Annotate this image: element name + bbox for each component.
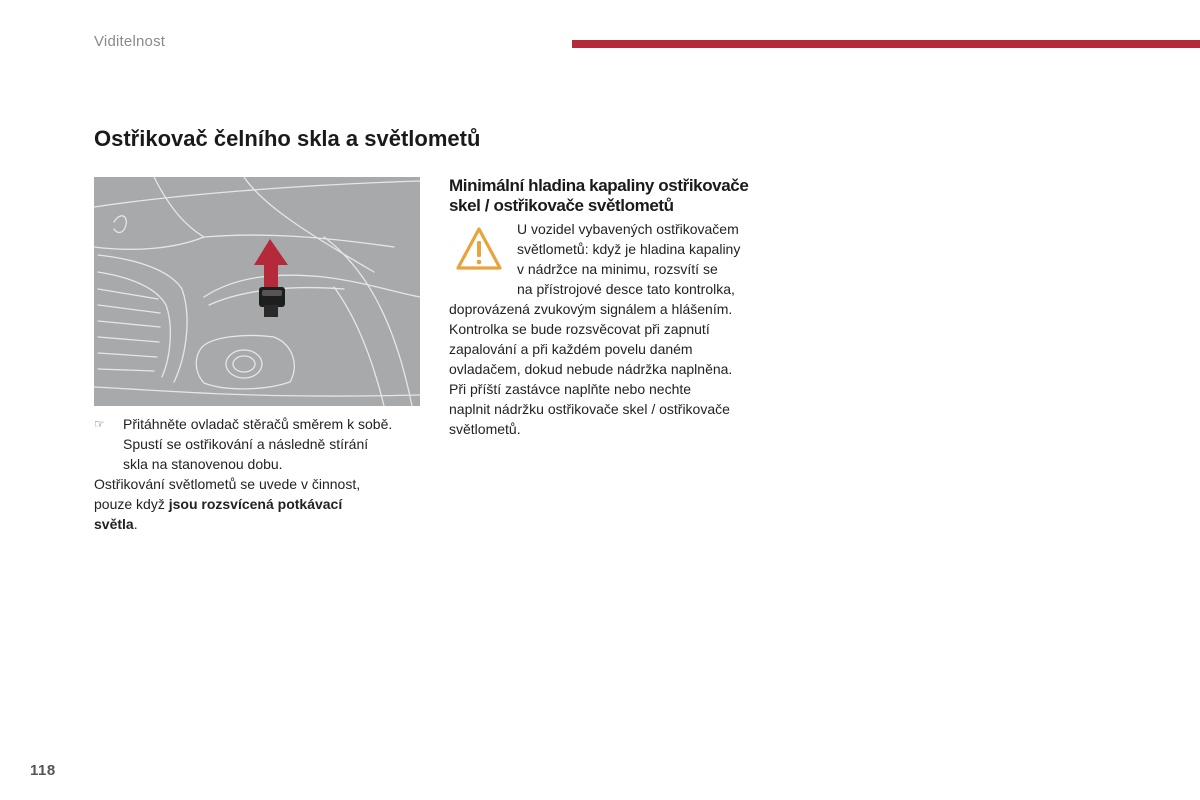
section-subtitle	[449, 176, 779, 216]
page-number: 118	[30, 762, 56, 779]
note-bold: světla	[94, 516, 134, 532]
header-accent-bar	[572, 40, 1200, 48]
warning-paragraph-indented	[517, 219, 777, 299]
paragraph-line: světlometů.	[449, 421, 521, 437]
note-line: Ostřikování světlometů se uvede v činnost,	[94, 476, 361, 492]
instruction-step	[94, 414, 426, 474]
paragraph-line: Kontrolka se bude rozsvěcovat při zapnutí	[449, 321, 710, 337]
paragraph-line: na přístrojové desce tato kontrolka,	[517, 281, 735, 297]
step-line: Spustí se ostřikování a následně stírání	[123, 436, 369, 452]
finger-pointer-icon: ☞	[94, 417, 105, 431]
note-bold: jsou rozsvícená potkávací	[168, 496, 343, 512]
subtitle-line: Minimální hladina kapaliny ostřikovače	[449, 176, 749, 195]
note-line-prefix: pouze když	[94, 496, 169, 512]
page-title: Ostřikovač čelního skla a světlometů	[94, 126, 481, 151]
paragraph-line: Při příští zastávce naplňte nebo nechte	[449, 381, 692, 397]
step-line: Přitáhněte ovladač stěračů směrem k sobě.	[123, 416, 393, 432]
paragraph-line: U vozidel vybavených ostřikovačem	[517, 221, 739, 237]
warning-paragraph-full	[449, 299, 779, 439]
paragraph-line: světlometů: když je hladina kapaliny	[517, 241, 741, 257]
headlamp-washer-note	[94, 474, 414, 534]
step-line: skla na stanovenou dobu.	[123, 456, 283, 472]
note-suffix: .	[133, 516, 138, 532]
car-front-washer-control-illustration	[94, 177, 420, 406]
paragraph-line: naplnit nádržku ostřikovače skel / ostřikovače	[449, 401, 730, 417]
paragraph-line: ovladačem, dokud nebude nádržka naplněna.	[449, 361, 733, 377]
section-label: Viditelnost	[94, 33, 166, 50]
warning-triangle-icon	[455, 226, 503, 272]
paragraph-line: doprovázená zvukovým signálem a hlášením.	[449, 301, 733, 317]
paragraph-line: zapalování a při každém povelu daném	[449, 341, 693, 357]
paragraph-line: v nádržce na minimu, rozsvítí se	[517, 261, 718, 277]
subtitle-line: skel / ostřikovače světlometů	[449, 196, 674, 215]
